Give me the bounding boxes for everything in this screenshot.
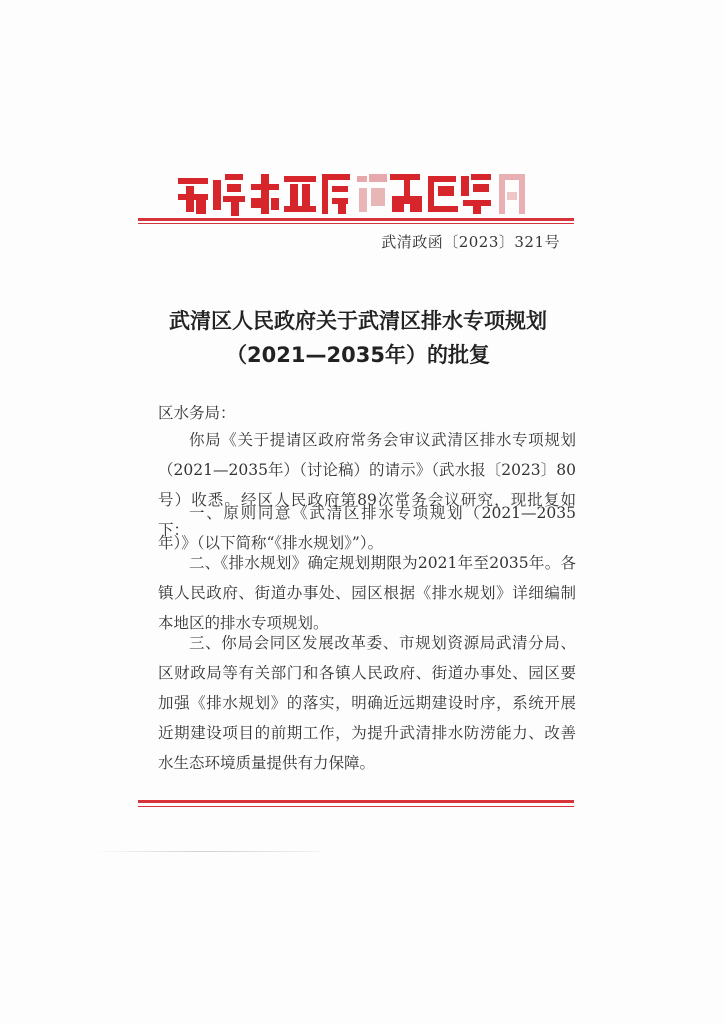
scan-artifact-line [90,851,320,852]
document-title-line-2: （2021—2035年）的批复 [226,343,490,367]
masthead-glyph [424,170,457,216]
masthead-glyph [176,170,209,216]
body-paragraph: 你局《关于提请区政府常务会审议武清区排水专项规划（2021—2035年）（讨论稿）的请示》（武水报〔2023〕80号）收悉。经区人民政府第89次常务会议研究，现批复如下： [158,431,576,539]
body-paragraph: 二、《排水规划》确定规划期限为2021年至2035年。各镇人民政府、街道办事处、园区根据《排水规划》详细编制本地区的排水专项规划。 [158,554,576,632]
footer-rule-thick [138,800,574,803]
salutation: 区水务局： [158,404,236,422]
masthead-logo [176,166,528,216]
masthead-glyph [282,170,315,216]
masthead-glyph [211,170,244,216]
document-title-line-1: 武清区人民政府关于武清区排水专项规划 [169,309,547,333]
footer-rule-thin [138,806,574,807]
document-number: 武清政函〔2023〕321号 [381,233,560,251]
body-paragraph: 一、原则同意《武清区排水专项规划（2021—2035年）》（以下简称“《排水规划》”）。 [158,504,576,552]
masthead-glyph [495,170,528,216]
body-paragraph: 三、你局会同区发展改革委、市规划资源局武清分局、区财政局等有关部门和各镇人民政府、街道办事处、园区要加强《排水规划》的落实，明确近远期建设时序，系统开展近期建设项目的前期工作，为提升武清排水防涝能力、改善水生态环境质量提供有力保障。 [158,634,576,772]
masthead-glyph [459,170,492,216]
masthead-rule-thick [138,218,574,221]
masthead-glyph [353,170,386,216]
masthead-glyph [318,170,351,216]
masthead-glyph [247,170,280,216]
masthead-rule-thin [138,223,574,224]
masthead-glyph [388,170,421,216]
